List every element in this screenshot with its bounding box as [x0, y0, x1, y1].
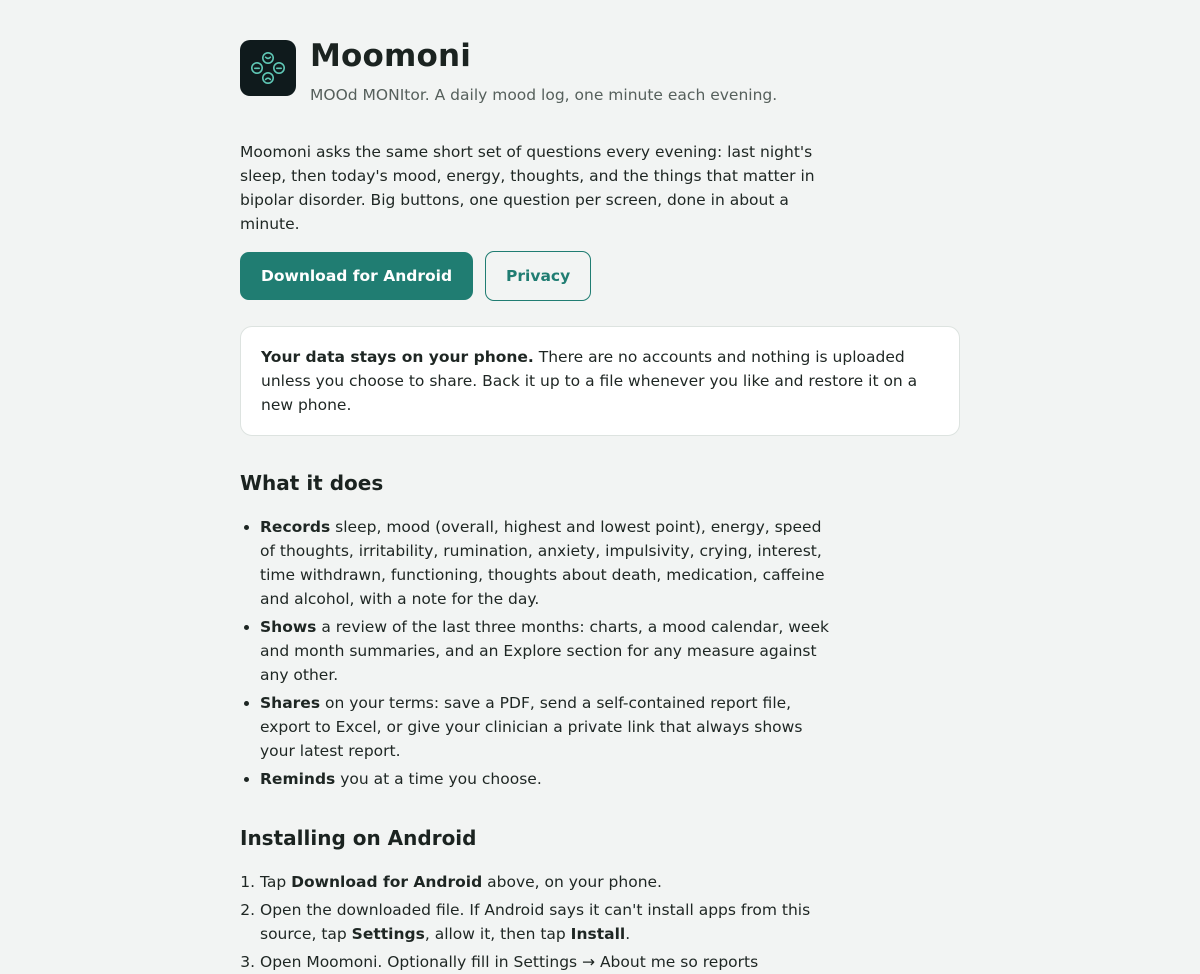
step-bold: Settings	[351, 925, 425, 943]
what-it-does-heading: What it does	[240, 471, 384, 495]
step-text: above, on your phone.	[482, 873, 662, 891]
list-item	[260, 515, 840, 611]
list-item	[260, 691, 840, 763]
feature-text: you at a time you choose.	[335, 770, 542, 788]
installing-section	[240, 824, 960, 974]
callout-text: There are no accounts and nothing is uploaded unless you choose to share. Back it up to a file whenever you like and restore it on a new phone.	[261, 348, 918, 414]
callout-bold: Your data stays on your phone.	[261, 348, 534, 366]
feature-bold: Records	[260, 518, 331, 536]
privacy-button[interactable]: Privacy	[485, 251, 591, 301]
step-text: .	[625, 925, 631, 943]
feature-text: sleep, mood (overall, highest and lowest point), energy, speed of thoughts, irritability, rumination, anxiety, impulsivity, crying, interest, time withdrawn, functioning, thoughts about death, medication, caffeine and alcohol, with a note for the day.	[260, 518, 825, 608]
app-tagline: MOOd MONItor. A daily mood log, one minute each evening.	[310, 86, 778, 104]
privacy-callout	[240, 326, 960, 436]
list-item	[260, 898, 840, 946]
list-item	[260, 870, 840, 894]
feature-list	[240, 515, 840, 791]
step-text: , allow it, then tap	[424, 925, 571, 943]
step-bold: Download for Android	[291, 873, 483, 891]
feature-bold: Shares	[260, 694, 321, 712]
title-block	[310, 40, 777, 106]
action-buttons	[240, 252, 960, 301]
download-android-button[interactable]: Download for Android	[240, 252, 473, 300]
list-item	[260, 767, 840, 791]
step-text: Tap	[260, 873, 292, 891]
step-bold: Install	[570, 925, 626, 943]
app-logo	[240, 40, 296, 96]
list-item	[260, 615, 840, 687]
installing-heading: Installing on Android	[240, 826, 477, 850]
feature-text: on your terms: save a PDF, send a self-contained report file, export to Excel, or give your clinician a private link that always shows your latest report.	[260, 694, 803, 760]
app-title: Moomoni	[310, 38, 472, 74]
list-item	[260, 950, 840, 974]
step-text: Open Moomoni. Optionally fill in Settings → About me so reports	[260, 953, 759, 971]
feature-bold: Reminds	[260, 770, 336, 788]
feature-text: a review of the last three months: charts, a mood calendar, week and month summaries, and an Explore section for any measure against any other.	[260, 618, 829, 684]
step-text: Open the downloaded file. If Android says it can't install apps from this source, tap	[260, 901, 811, 943]
install-steps	[240, 870, 840, 974]
what-it-does-section	[240, 469, 960, 791]
intro-paragraph: Moomoni asks the same short set of questions every evening: last night's sleep, then today's mood, energy, thoughts, and the things that matter in bipolar disorder. Big buttons, one question per screen, done in about a minute.	[240, 143, 815, 233]
page	[240, 0, 960, 974]
feature-bold: Shows	[260, 618, 317, 636]
mood-faces-logo-icon	[240, 40, 296, 96]
app-header	[240, 40, 960, 106]
